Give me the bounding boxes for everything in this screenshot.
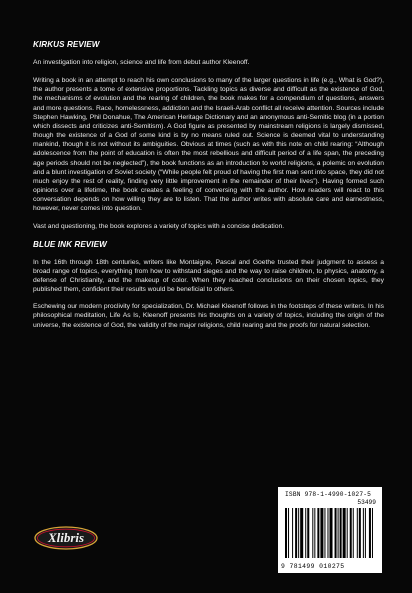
kirkus-review-heading: KIRKUS REVIEW [33,40,100,49]
blue-ink-review-heading: BLUE INK REVIEW [33,239,107,249]
kirkus-intro: An investigation into religion, science and life from debut author Kleenoff. [33,59,250,66]
isbn-number: ISBN 978-1-4990-1027-5 [285,491,372,498]
logo-wordmark: Xlibris [47,530,85,546]
review-content [33,40,384,338]
isbn-barcode-panel [278,487,382,573]
ean-digits: 9 781499 010275 [281,563,345,570]
kirkus-conclusion: Vast and questioning, the book explores a variety of topics with a concise dedication. [33,222,285,230]
price-code: 53499 [357,499,376,506]
blue-ink-paragraph-1: In the 16th through 18th centuries, writers like Montaigne, Pascal and Goethe trusted their judgment to assess a broad range of topics, everything from how to withstand sieges and the way to raise children, to physics, anatomy, a defense of Christianity, and the makeup of color. When they reached conclusions on their chosen topics, they published them, confident their results would be beneficial to others. [33,258,384,294]
blue-ink-paragraph-2: Eschewing our modern proclivity for specialization, Dr. Michael Kleenoff follows in the footsteps of these writers. In his philosophical meditation, Life As Is, Kleenoff presents his thoughts on a variety of topics, including the origin of the universe, the existence of God, the validity of the major religions, child rearing and the proofs for natural selection. [33,303,384,329]
kirkus-body: Writing a book in an attempt to reach his own conclusions to many of the larger questions in life (e.g., What is God?), the author presents a tome of extensive proportions. Tackling topics as diverse and difficult as the existence of God, the mechanisms of evolution and the rearing of children, the book makes for a compendium of questions, answers and more questions. Race, homelessness, addiction and the Israeli-Arab conflict all receive attention. Sources include Stephen Hawking, Phil Donahue, The American Heritage Dictionary and an anonymous anti-Semitic blog (in a portion which dissects and criticizes anti-Semitism). A God figure as presented by mainstream religions is largely dismissed, though the existence of a God of some kind is by no means ruled out. Science is deemed vital to understanding mankind, though it is not without its ambiguities. Obvious at times (such as with this note on child rearing: “Although adolescence from the point of education is often the most rebellious and difficult period of a life span, the preceding age periods should not be neglected”), the book functions as an introduction to world religions, a polemic on evolution and a blunt investigation of Soviet society (“While people felt proud of having the first man sent into space, they did not much enjoy the rest of reality, finding very little improvement in the remainder of their lives”). Having formed such opinions over a lifetime, the book creates a feeling of conversing with the author. How readers will react to this conversation depends on how willing they are to listen. That the author writes with absolute care and earnestness, however, never comes into question. [33,77,384,213]
xlibris-logo [34,526,98,550]
ean13-barcode-icon [285,508,375,558]
